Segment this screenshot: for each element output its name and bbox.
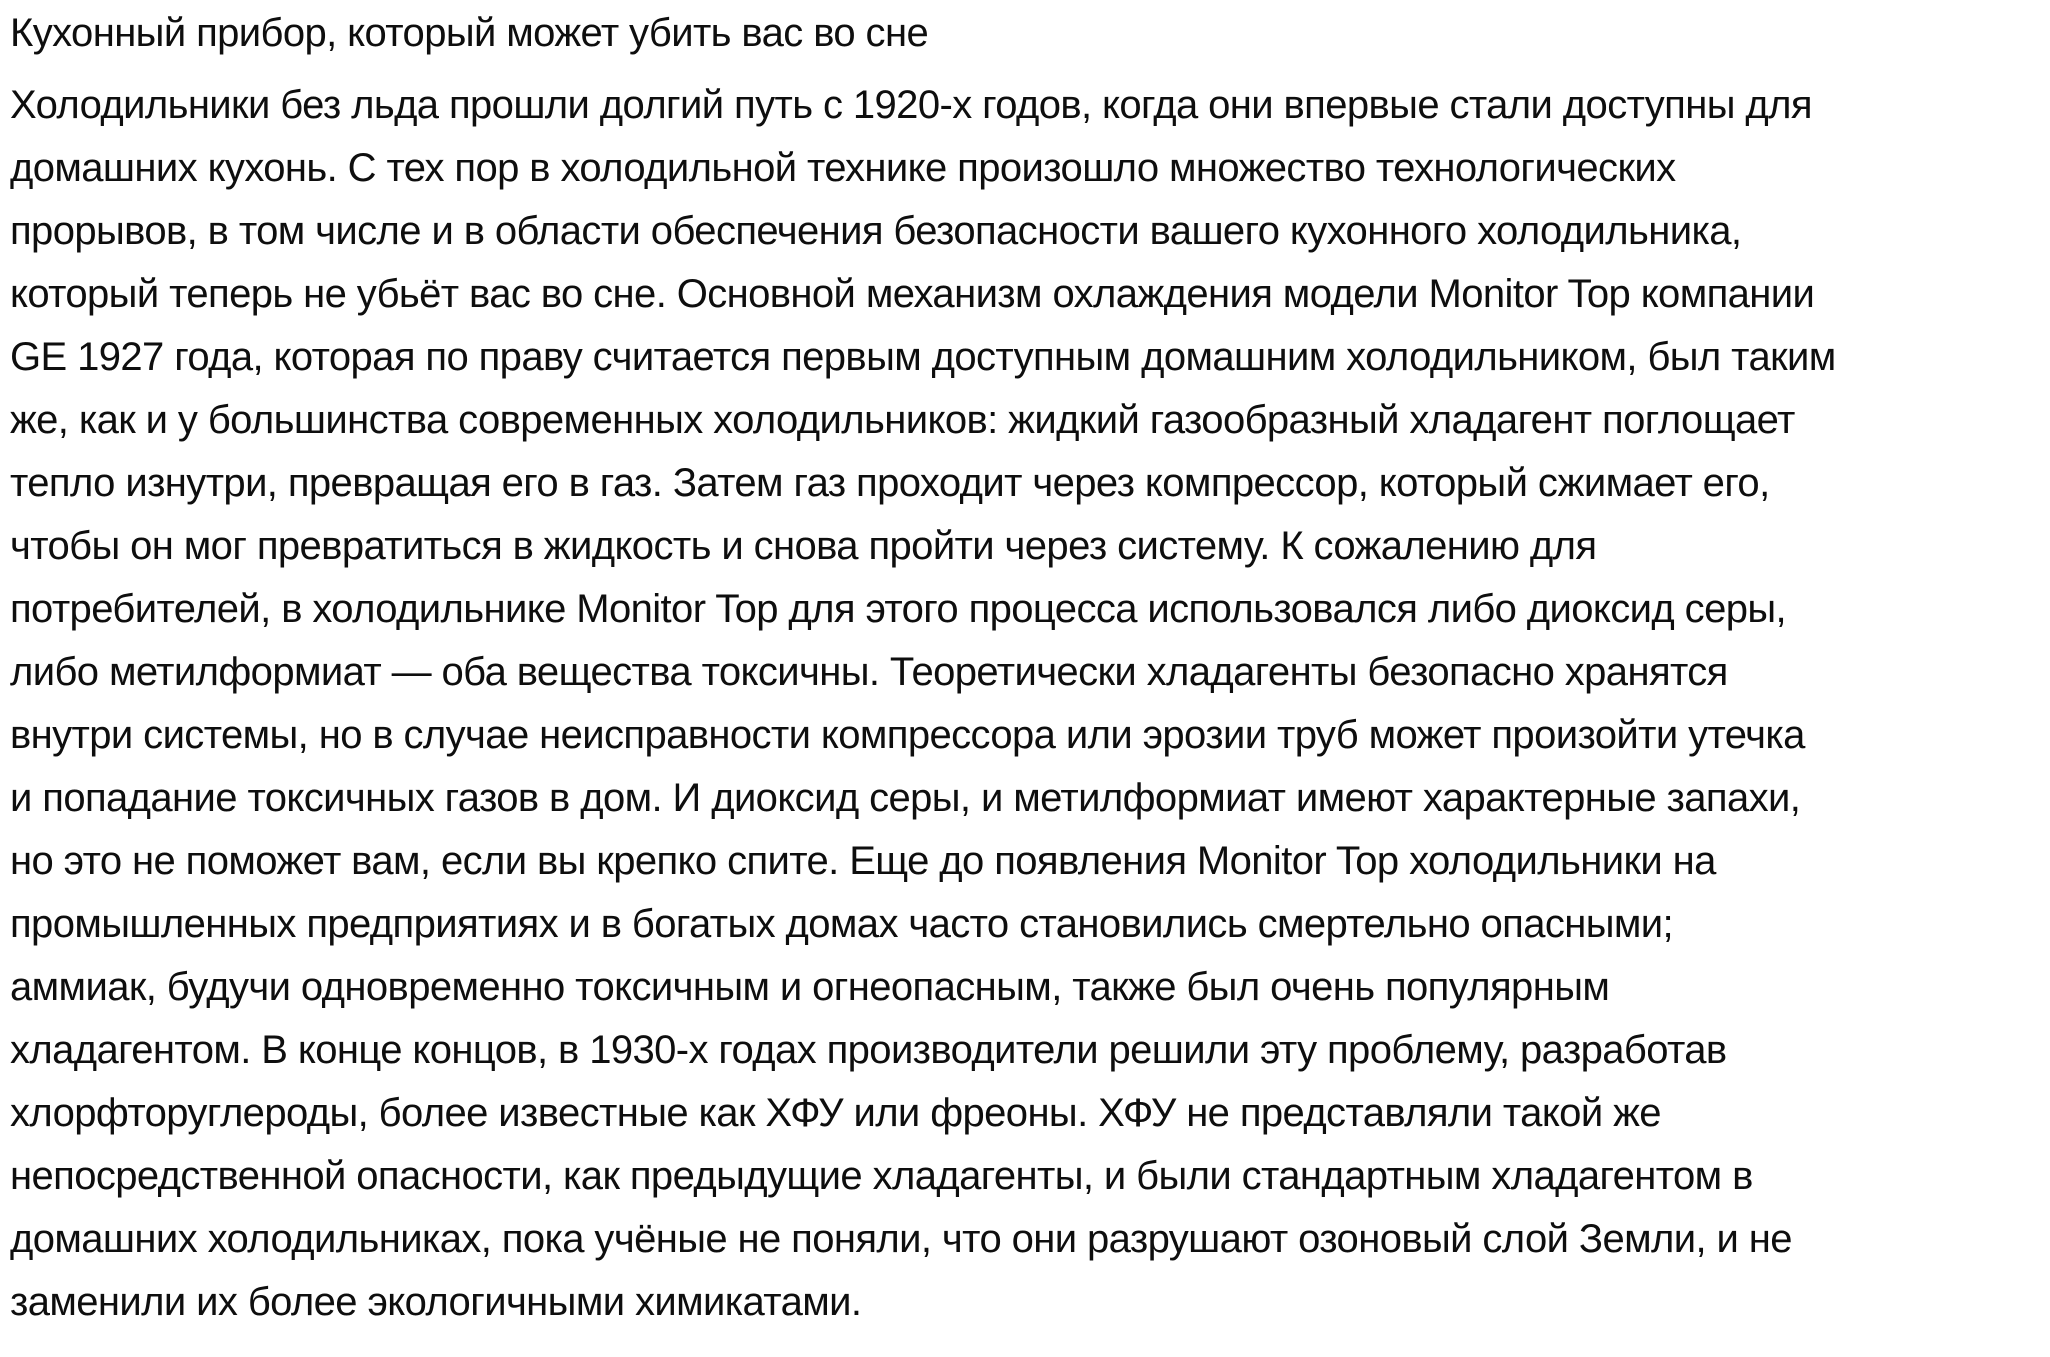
paragraph-line: хлорфторуглероды, более известные как ХФУ или фреоны. ХФУ не представляли такой же bbox=[10, 1091, 1661, 1135]
paragraph-line: аммиак, будучи одновременно токсичным и огнеопасным, также был очень популярным bbox=[10, 965, 1610, 1009]
paragraph-line: хладагентом. В конце концов, в 1930-х годах производители решили эту проблему, разработав bbox=[10, 1028, 1727, 1072]
paragraph-line: но это не поможет вам, если вы крепко спите. Еще до появления Monitor Top холодильники на bbox=[10, 839, 1716, 883]
paragraph-line: промышленных предприятиях и в богатых домах часто становились смертельно опасными; bbox=[10, 902, 1674, 946]
paragraph-line: GE 1927 года, которая по праву считается первым доступным домашним холодильником, был таким bbox=[10, 335, 1836, 379]
paragraph-line: внутри системы, но в случае неисправности компрессора или эрозии труб может произойти утечка bbox=[10, 713, 1805, 757]
paragraph-line: домашних кухонь. С тех пор в холодильной технике произошло множество технологических bbox=[10, 146, 1676, 190]
paragraph-line: и попадание токсичных газов в дом. И диоксид серы, и метилформиат имеют характерные запахи, bbox=[10, 776, 1801, 820]
page-title: Кухонный прибор, который может убить вас во сне bbox=[10, 11, 929, 55]
paragraph-line: Холодильники без льда прошли долгий путь с 1920-х годов, когда они впервые стали доступны для bbox=[10, 83, 1812, 127]
paragraph-line: тепло изнутри, превращая его в газ. Затем газ проходит через компрессор, который сжимает его, bbox=[10, 461, 1770, 505]
paragraph-line: потребителей, в холодильнике Monitor Top для этого процесса использовался либо диоксид серы, bbox=[10, 587, 1787, 631]
paragraph-line: непосредственной опасности, как предыдущие хладагенты, и были стандартным хладагентом в bbox=[10, 1154, 1753, 1198]
body-paragraph bbox=[10, 74, 2040, 1334]
paragraph-line: прорывов, в том числе и в области обеспечения безопасности вашего кухонного холодильника, bbox=[10, 209, 1742, 253]
paragraph-line: заменили их более экологичными химикатами. bbox=[10, 1280, 862, 1324]
paragraph-line: либо метилформиат — оба вещества токсичны. Теоретически хладагенты безопасно хранятся bbox=[10, 650, 1728, 694]
paragraph-line: же, как и у большинства современных холодильников: жидкий газообразный хладагент поглощает bbox=[10, 398, 1795, 442]
paragraph-line: чтобы он мог превратиться в жидкость и снова пройти через систему. К сожалению для bbox=[10, 524, 1597, 568]
paragraph-line: домашних холодильниках, пока учёные не поняли, что они разрушают озоновый слой Земли, и не bbox=[10, 1217, 1792, 1261]
paragraph-line: который теперь не убьёт вас во сне. Основной механизм охлаждения модели Monitor Top компании bbox=[10, 272, 1815, 316]
